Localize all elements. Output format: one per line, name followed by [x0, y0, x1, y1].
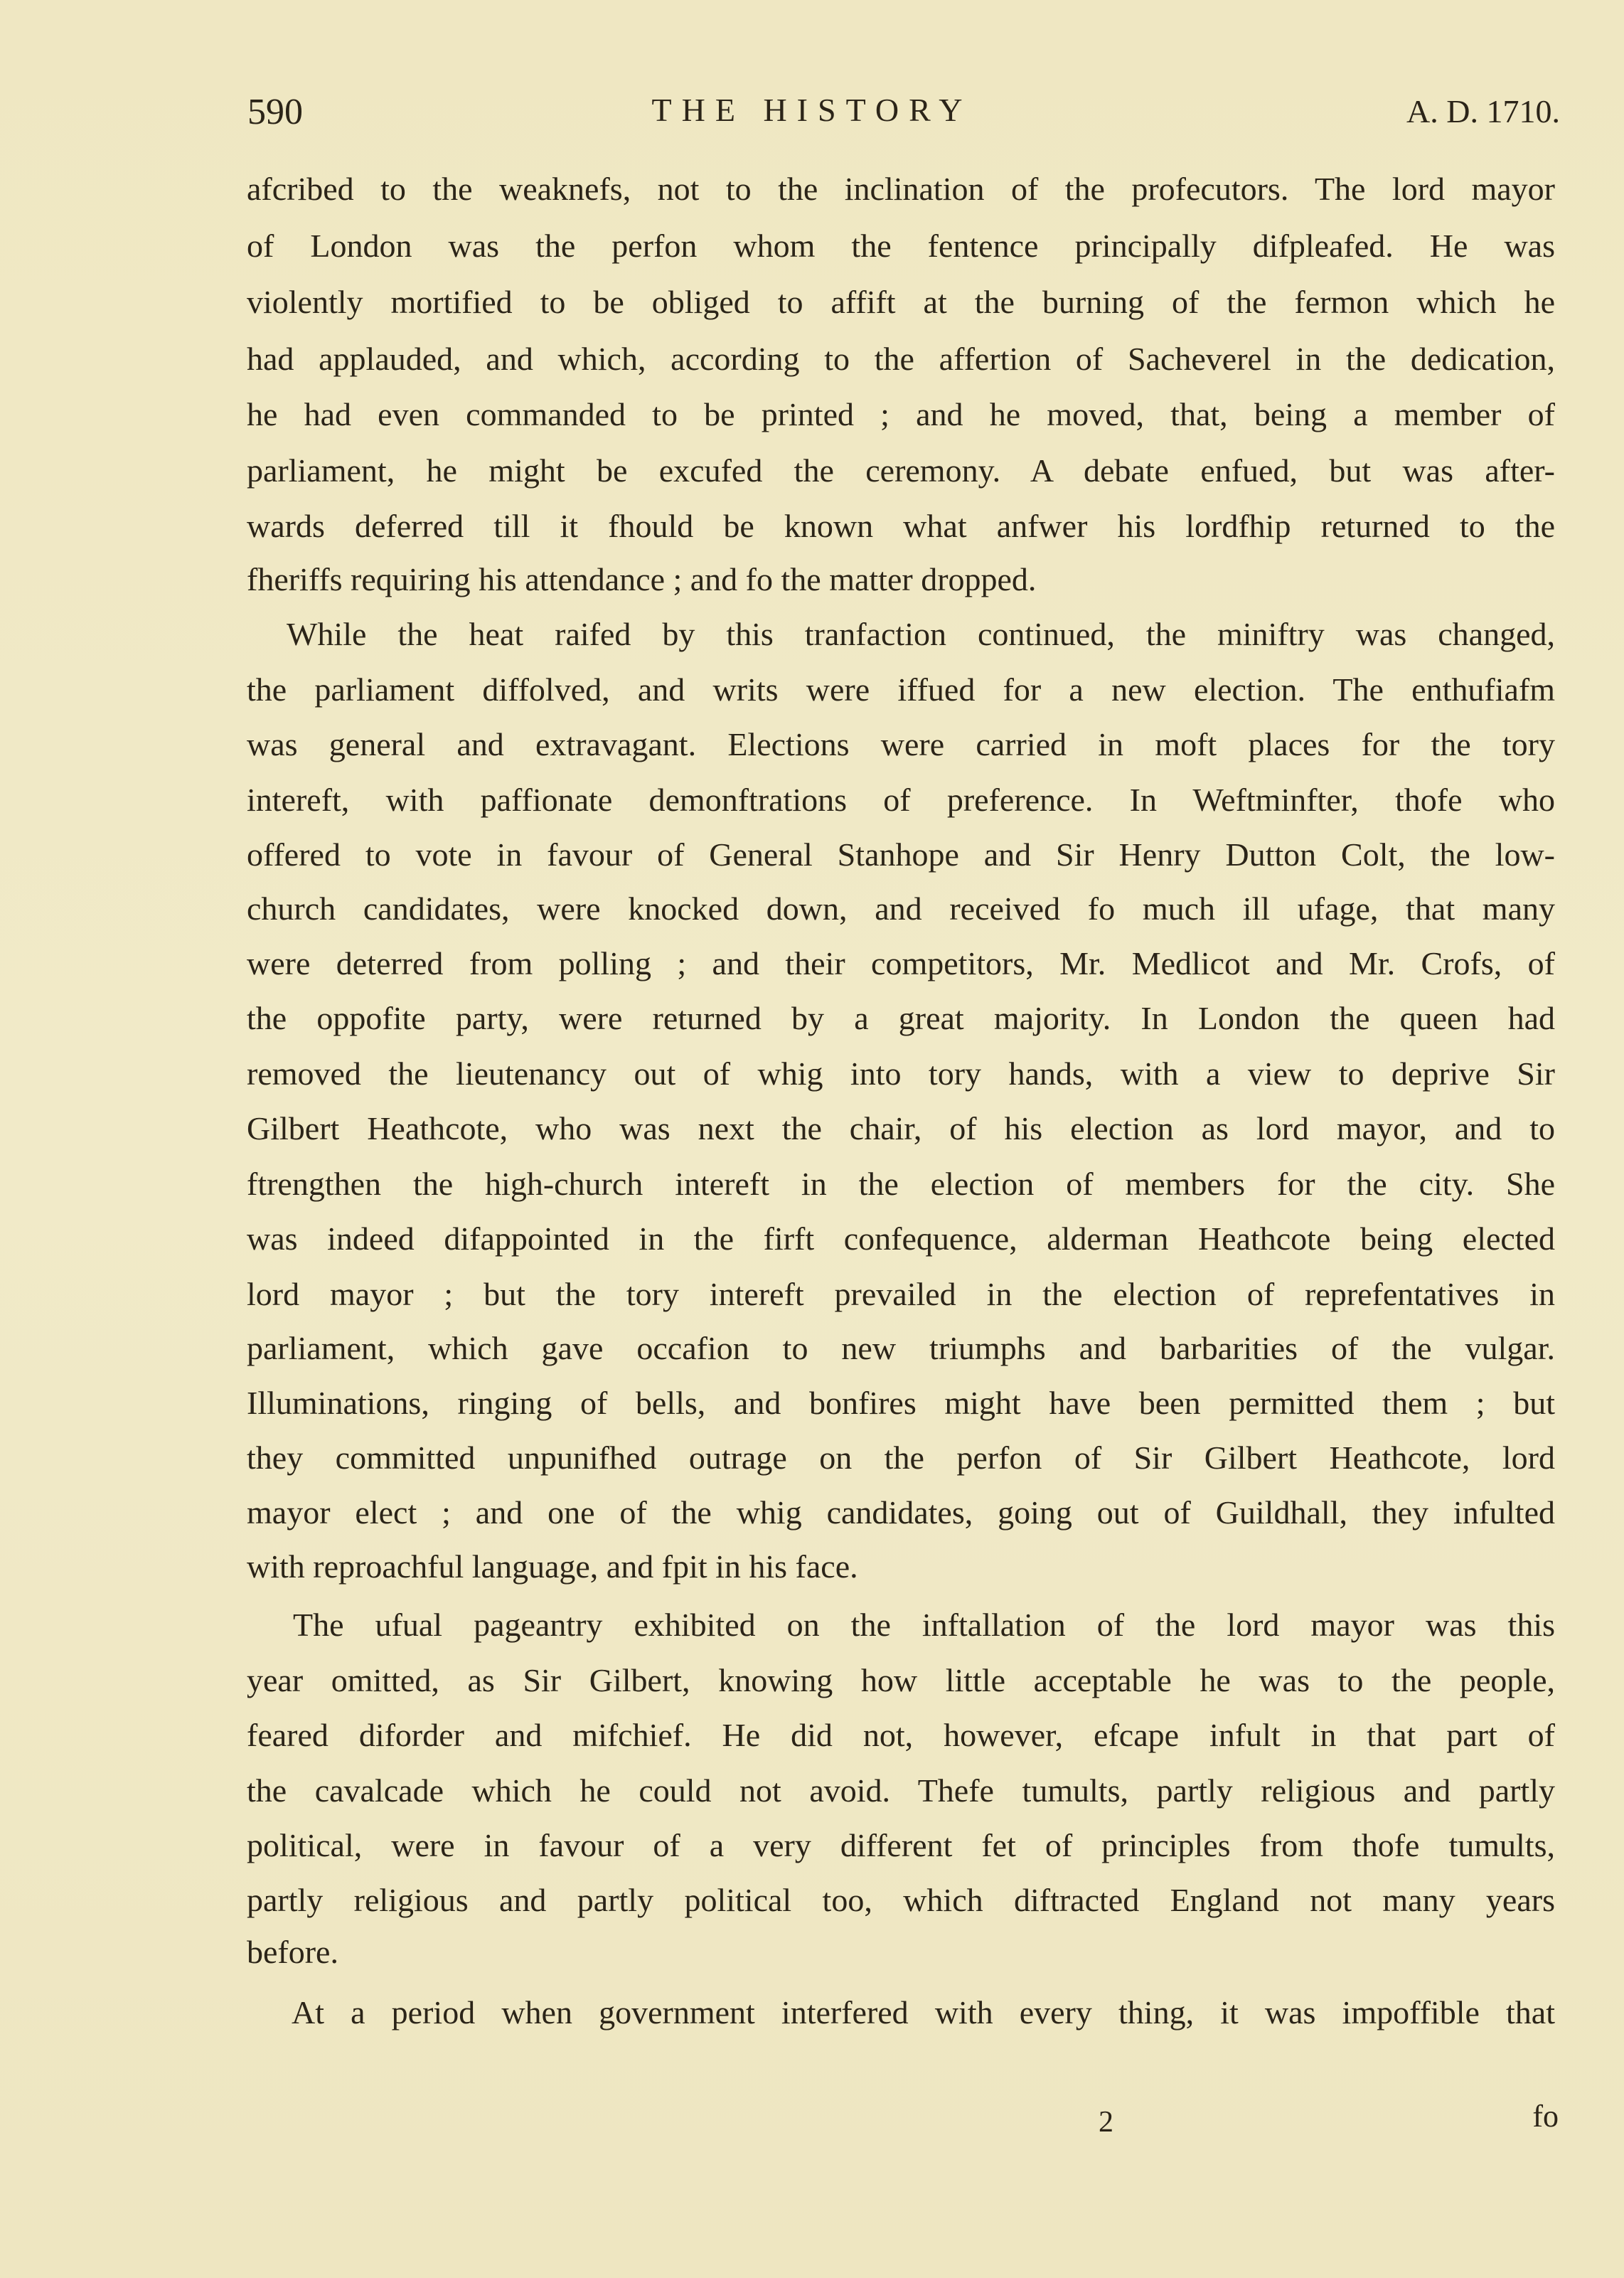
text-line: were deterred from polling ; and their competitors, Mr. Medlicot and Mr. Crofs, of	[247, 945, 1555, 981]
text-line: before.	[247, 1934, 338, 1970]
text-line: At a period when government interfered with every thing, it was impoffible that	[292, 1994, 1555, 2030]
text-line: ftrengthen the high-church intereft in the election of members for the city. She	[247, 1166, 1555, 1202]
text-line: afcribed to the weaknefs, not to the inclination of the profecutors. The lord mayor	[247, 171, 1555, 207]
text-line: Gilbert Heathcote, who was next the chair, of his election as lord mayor, and to	[247, 1110, 1555, 1146]
page-number: 590	[247, 92, 303, 132]
text-line: political, were in favour of a very different fet of principles from thofe tumults,	[247, 1827, 1555, 1863]
text-line: they committed unpunifhed outrage on the perfon of Sir Gilbert Heathcote, lord	[247, 1439, 1555, 1476]
text-line: was general and extravagant. Elections were carried in moft places for the tory	[247, 726, 1555, 762]
text-line: parliament, which gave occafion to new triumphs and barbarities of the vulgar.	[247, 1330, 1555, 1366]
running-title: THE HISTORY	[651, 92, 973, 128]
text-line: removed the lieutenancy out of whig into tory hands, with a view to deprive Sir	[247, 1055, 1555, 1092]
text-line: was indeed difappointed in the firft confequence, alderman Heathcote being elected	[247, 1220, 1555, 1257]
text-line: church candidates, were knocked down, and received fo much ill ufage, that many	[247, 890, 1555, 927]
text-line: with reproachful language, and fpit in his face.	[247, 1548, 858, 1585]
text-line: he had even commanded to be printed ; and he moved, that, being a member of	[247, 396, 1555, 432]
text-line: year omitted, as Sir Gilbert, knowing how little acceptable he was to the people,	[247, 1662, 1555, 1698]
text-line: the cavalcade which he could not avoid. Thefe tumults, partly religious and partly	[247, 1772, 1555, 1809]
text-line: had applauded, and which, according to the affertion of Sacheverel in the dedication,	[247, 341, 1555, 377]
running-year: A. D. 1710.	[1406, 93, 1560, 129]
text-line: lord mayor ; but the tory intereft prevailed in the election of reprefentatives in	[247, 1276, 1555, 1312]
text-line: the oppofite party, were returned by a great majority. In London the queen had	[247, 1000, 1555, 1036]
text-line: wards deferred till it fhould be known what anfwer his lordfhip returned to the	[247, 508, 1555, 544]
text-line: offered to vote in favour of General Stanhope and Sir Henry Dutton Colt, the low-	[247, 836, 1555, 873]
text-line: feared diforder and mifchief. He did not, however, efcape infult in that part of	[247, 1717, 1555, 1753]
text-line: fheriffs requiring his attendance ; and fo the matter dropped.	[247, 561, 1037, 597]
text-line: The ufual pageantry exhibited on the inftallation of the lord mayor was this	[293, 1607, 1555, 1643]
text-line: intereft, with paffionate demonftrations of preference. In Weftminfter, thofe who	[247, 782, 1555, 818]
text-line: violently mortified to be obliged to affift at the burning of the fermon which he	[247, 284, 1555, 320]
catchword: fo	[1532, 2099, 1559, 2134]
text-line: partly religious and partly political too, which diftracted England not many years	[247, 1882, 1555, 1918]
text-line: While the heat raifed by this tranfaction continued, the miniftry was changed,	[287, 616, 1555, 652]
text-line: the parliament diffolved, and writs were iffued for a new election. The enthufiafm	[247, 671, 1555, 708]
signature-mark: 2	[1099, 2106, 1113, 2139]
text-line: of London was the perfon whom the fentence principally difpleafed. He was	[247, 228, 1555, 264]
text-line: parliament, he might be excufed the ceremony. A debate enfued, but was after-	[247, 452, 1555, 489]
text-line: mayor elect ; and one of the whig candidates, going out of Guildhall, they infulted	[247, 1494, 1555, 1531]
text-line: Illuminations, ringing of bells, and bonfires might have been permitted them ; but	[247, 1385, 1555, 1421]
